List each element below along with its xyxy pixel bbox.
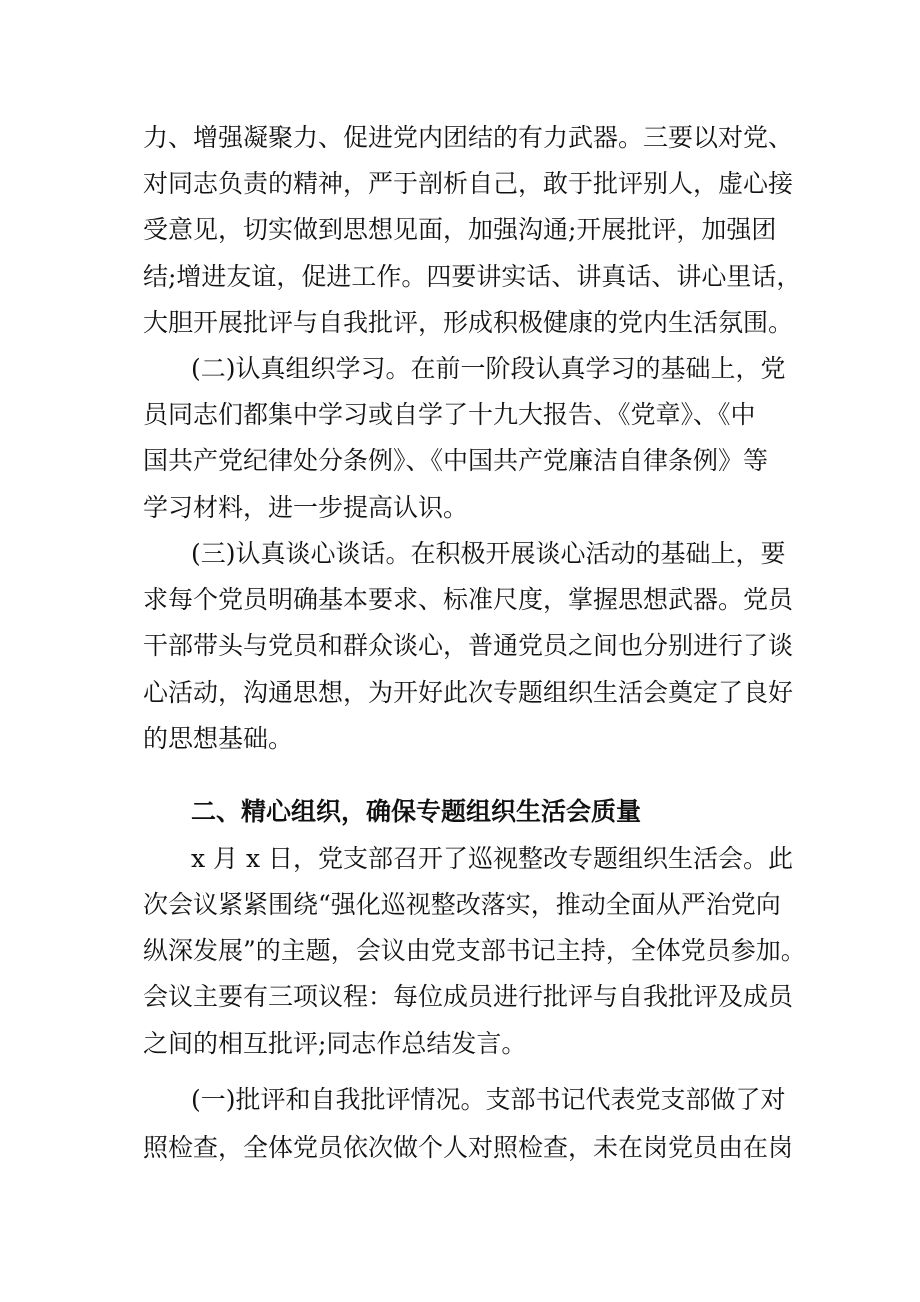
paragraph-first-line: x 月 x 日，党支部召开了巡视整改专题组织生活会。此 [191, 844, 794, 873]
body-text-line: 对同志负责的精神，严于剖析自己，敢于批评别人，虚心接 [143, 169, 794, 198]
body-text-line: 国共产党纪律处分条例》、《中国共产党廉洁自律条例》等 [143, 446, 769, 475]
body-text-line: 大胆开展批评与自我批评，形成积极健康的党内生活氛围。 [143, 308, 794, 337]
body-text-line: 干部带头与党员和群众谈心，普通党员之间也分别进行了谈 [143, 631, 794, 660]
section-heading: 二、精心组织，确保专题组织生活会质量 [191, 797, 642, 826]
body-text-line: 求每个党员明确基本要求、标准尺度，掌握思想武器。党员 [143, 585, 794, 614]
body-text-line: 心活动，沟通思想，为开好此次专题组织生活会奠定了良好 [143, 678, 794, 707]
paragraph-first-line: (三)认真谈心谈话。在积极开展谈心活动的基础上，要 [191, 539, 786, 568]
body-text-line: 照检查，全体党员依次做个人对照检查，未在岗党员由在岗 [143, 1133, 794, 1162]
body-text-line: 次会议紧紧围绕“强化巡视整改落实，推动全面从严治党向 [143, 890, 781, 919]
body-text-line: 会议主要有三项议程：每位成员进行批评与自我批评及成员 [143, 982, 794, 1011]
paragraph-first-line: (二)认真组织学习。在前一阶段认真学习的基础上，党 [191, 354, 786, 383]
body-text-line: 学习材料，进一步提高认识。 [143, 493, 469, 522]
body-text-line: 受意见，切实做到思想见面，加强沟通;开展批评，加强团 [143, 215, 777, 244]
body-text-line: 结;增进友谊，促进工作。四要讲实话、讲真话、讲心里话， [143, 262, 802, 291]
body-text-line: 的思想基础。 [143, 724, 294, 753]
body-text-line: 力、增强凝聚力、促进党内团结的有力武器。三要以对党、 [143, 123, 794, 152]
paragraph-first-line: (一)批评和自我批评情况。支部书记代表党支部做了对 [191, 1085, 786, 1114]
body-text-line: 员同志们都集中学习或自学了十九大报告、《党章》、《中 [143, 400, 756, 429]
body-text-line: 之间的相互批评;同志作总结发言。 [143, 1029, 527, 1058]
body-text-line: 纵深发展”的主题，会议由党支部书记主持，全体党员参加。 [143, 936, 806, 965]
